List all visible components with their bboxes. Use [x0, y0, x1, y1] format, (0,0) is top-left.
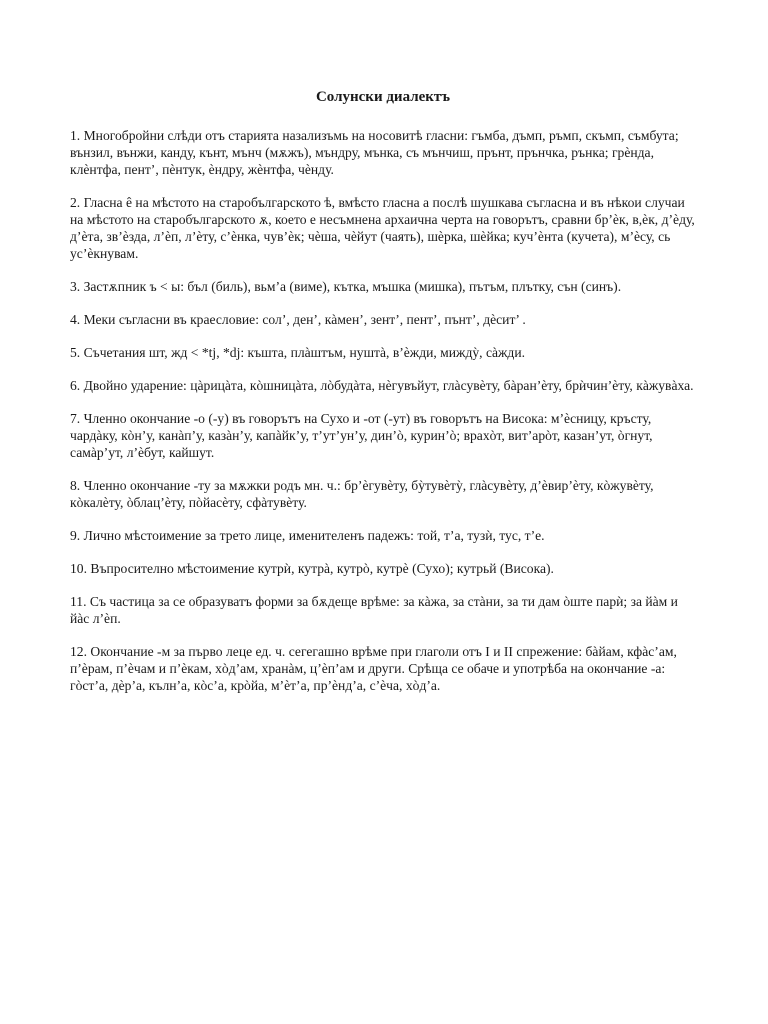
paragraph-8: 8. Членно окончание -ту за мѫжки родъ мн. ч.: бр’ѐгувѐту, бỳтувѐтỳ, глàсувѐту, д’ѐвир’ѐту, кòжувѐту, кòкалѐту, òблац’ѐту, пòйасѐту, сфàтувѐту.: [70, 478, 654, 510]
paragraph-5: 5. Съчетания шт, жд < *tj, *dj: къшта, плàштъм, нуштà, в’ѐжди, миждỳ, сàжди.: [70, 345, 526, 360]
paragraph-1: 1. Многобройни слѣди отъ старията назализъмь на носовитѣ гласни: гъмба, дъмп, ръмп, скъмп, съмбута; вънзил, вънжи, канду, кънт, мънч (мѫжъ), мъндру, мънка, съ мънчиш, прънт, прънчка, рънка; грѐнда, клѐнтфа, пент’, пѐнтук, ѐндру, жѐнтфа, чѐнду.: [70, 128, 679, 177]
paragraph-9: 9. Лично мѣстоимение за трето лице, именителенъ падежъ: той, т’а, тузѝ, тус, т’е.: [70, 528, 545, 543]
paragraph-7: 7. Членно окончание -о (-у) въ говорътъ на Сухо и -от (-ут) въ говорътъ на Висока: м’ѐсницу, кръсту, чардàку, кòн’у, канàп’у, казàн’у, капàйк’у, т’ут’ун’у, дин’ò, курин’ò; врахòт, вит’арòт, казан’ут, òгнут, самàр’ут, л’ѐбут, кайшут.: [70, 411, 653, 460]
paragraph-11: 11. Съ частица за се образуватъ форми за бѫдеще врѣме: за кàжа, за стàни, за ти дам òште парѝ; за йàм и йàс л’ѐп.: [70, 594, 678, 626]
paragraph-6: 6. Двойно ударение: цàрицàта, кòшницàта, лòбудàта, нѐгувъйут, глàсувѐту, бàран’ѐту, брѝчин’ѐту, кàжувàха.: [70, 378, 694, 393]
paragraph-2: 2. Гласна ê на мѣстото на старобългарското ѣ, вмѣсто гласна а послѣ шушкава съгласна и въ нѣкои случаи на мѣстото на старобългарското ѫ, което е несъмнена архаична черта на говорътъ, сравни бр’ѐк, в,ѐк, д’ѐду, д’ѐта, зв’ѐзда, л’ѐп, л’ѐту, с’ѐнка, чув’ѐк; чѐша, чѐйут (чаять), шѐрка, шѐйка; куч’ѐнта (кучета), м’ѐсу, сь ус’ѐкнувам.: [70, 195, 695, 261]
paragraph-3: 3. Застѫпник ъ < ы: бъл (биль), вьм’а (виме), кътка, мъшка (мишка), пътъм, плътку, сън (синъ).: [70, 279, 622, 294]
paragraph-4: 4. Меки съгласни въ краесловие: сол’, ден’, кàмен’, зент’, пент’, пънт’, дѐсит’ .: [70, 312, 526, 327]
paragraph-12: 12. Окончание -м за първо леце ед. ч. сегегашно врѣме при глаголи отъ I и II спрежение: бàйам, кфàс’ам, п’ѐрам, п’ѐчам и п’ѐкам, хòд’ам, хранàм, ц’ѐп’ам и други. Срѣща се обаче и употрѣба на окончание -а: гòст’а, дѐр’а, кълн’а, кòс’а, крòйа, м’ѐт’а, пр’ѐнд’а, с’ѐча, хòд’а.: [70, 644, 677, 693]
page-title: Солунски диалектъ: [315, 89, 451, 105]
paragraph-10: 10. Въпросително мѣстоимение кутрѝ, кутрà, кутрò, кутрѐ (Сухо); кутрьй (Висока).: [70, 561, 554, 576]
